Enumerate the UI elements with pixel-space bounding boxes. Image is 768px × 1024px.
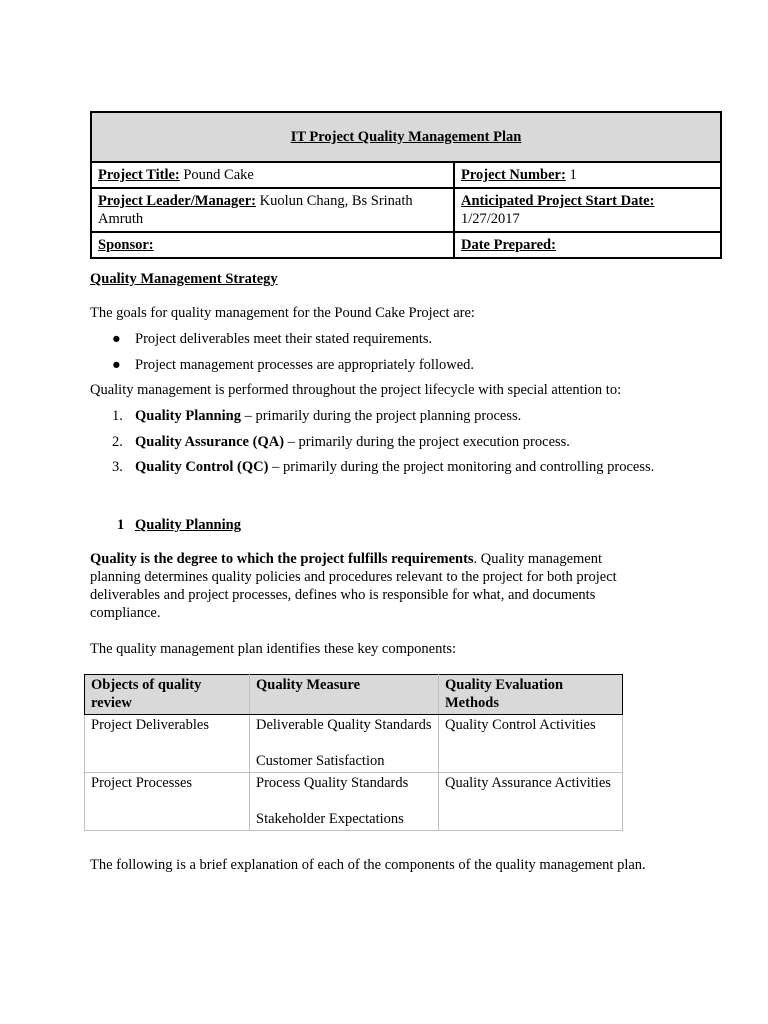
column-header: Quality Measure: [250, 675, 439, 715]
measure-line: Stakeholder Expectations: [256, 811, 404, 827]
project-info-table: [90, 111, 722, 259]
list-item-text: – primarily during the project planning process.: [240, 408, 522, 424]
strategy-heading: Quality Management Strategy: [90, 271, 278, 287]
bullet-icon: ●: [112, 357, 121, 373]
list-number: 1.: [112, 408, 123, 424]
table-cell: [250, 715, 439, 773]
sponsor-label: Sponsor:: [98, 237, 154, 253]
list-item: [135, 458, 654, 476]
section-heading: Quality Planning: [135, 517, 241, 533]
quality-paragraph: [90, 550, 650, 622]
quality-paragraph-bold: Quality is the degree to which the project fulfills requirements: [90, 551, 474, 567]
measure-line: Process Quality Standards: [256, 775, 409, 791]
table-cell: Project Deliverables: [85, 715, 250, 773]
goals-intro: The goals for quality management for the Pound Cake Project are:: [90, 305, 475, 321]
list-item-bold: Quality Planning: [135, 408, 241, 424]
bullet-icon: ●: [112, 331, 121, 347]
measure-line: Deliverable Quality Standards: [256, 717, 432, 733]
column-header: Quality Evaluation Methods: [439, 675, 623, 715]
table-cell: Quality Assurance Activities: [439, 773, 623, 831]
date-prepared-label: Date Prepared:: [461, 237, 556, 253]
section-number: 1: [117, 517, 125, 533]
goal-item: Project deliverables meet their stated requirements.: [135, 331, 433, 347]
components-intro: The quality management plan identifies these key components:: [90, 641, 457, 657]
list-number: 2.: [112, 434, 123, 450]
list-item-bold: Quality Assurance (QA): [135, 434, 285, 450]
project-number-label: Project Number:: [461, 167, 566, 183]
list-item-text: – primarily during the project monitoring and controlling process.: [268, 459, 655, 475]
list-item: [135, 433, 570, 451]
lifecycle-intro: Quality management is performed throughout the project lifecycle with special attention to:: [90, 382, 622, 398]
start-date-value: 1/27/2017: [461, 211, 520, 227]
project-number-cell: [454, 162, 721, 188]
list-item-bold: Quality Control (QC): [135, 459, 269, 475]
measure-line: Customer Satisfaction: [256, 753, 385, 769]
table-cell: Project Processes: [85, 773, 250, 831]
table-cell: [250, 773, 439, 831]
start-date-label: Anticipated Project Start Date:: [461, 193, 655, 209]
project-leader-label: Project Leader/Manager:: [98, 193, 256, 209]
quality-paragraph-text: . Quality management planning determines quality policies and procedures relevant to the project for both project deliverables and project processes, defines who is responsible for what, and documents compliance.: [90, 551, 617, 621]
closing-paragraph: The following is a brief explanation of each of the components of the quality management plan.: [90, 857, 646, 873]
list-item-text: – primarily during the project execution process.: [284, 434, 570, 450]
plan-title-text: IT Project Quality Management Plan: [290, 129, 522, 145]
list-item: [135, 407, 521, 425]
column-header: Objects of quality review: [85, 675, 250, 715]
start-date-cell: [454, 188, 721, 232]
date-prepared-cell: [454, 232, 721, 258]
cell-spacer: [256, 734, 432, 752]
list-number: 3.: [112, 459, 123, 475]
table-cell: Quality Control Activities: [439, 715, 623, 773]
project-title-value: Pound Cake: [183, 167, 254, 183]
project-number-value: 1: [569, 167, 577, 183]
project-title-label: Project Title:: [98, 167, 180, 183]
sponsor-cell: [91, 232, 454, 258]
table-row: [85, 715, 623, 773]
plan-title: [91, 112, 721, 162]
project-title-cell: [91, 162, 454, 188]
components-table: [84, 674, 623, 831]
cell-spacer: [256, 792, 432, 810]
table-row: [85, 773, 623, 831]
project-leader-cell: [91, 188, 454, 232]
project-leader-value: Kuolun Chang, Bs Srinath Amruth: [98, 193, 413, 227]
goal-item: Project management processes are appropriately followed.: [135, 357, 475, 373]
